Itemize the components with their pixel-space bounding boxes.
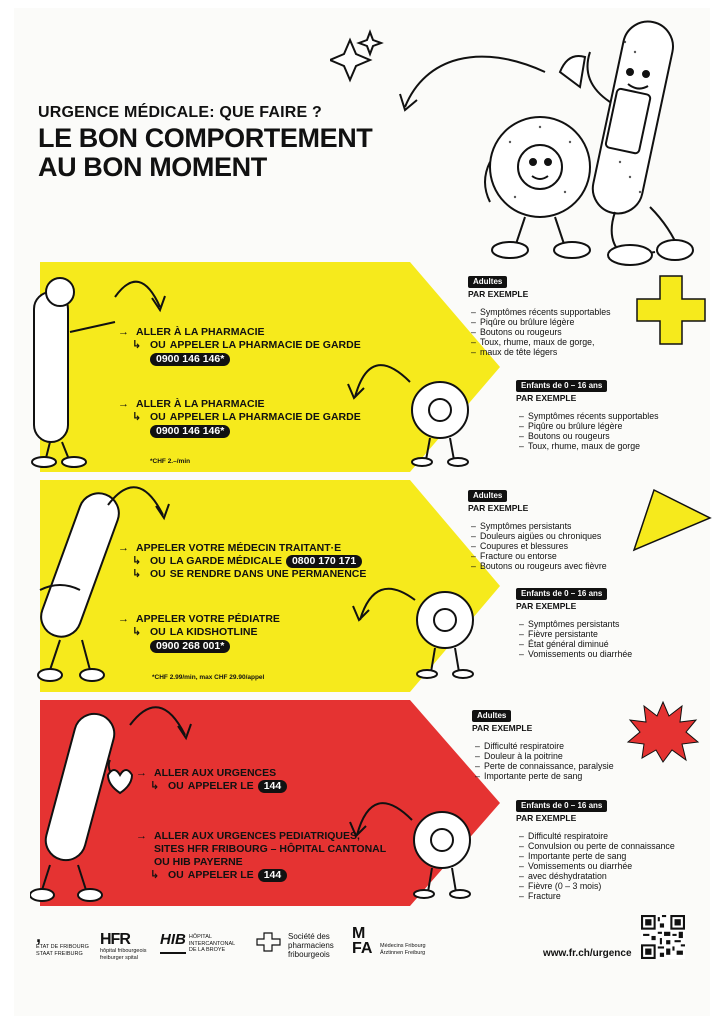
action-pediatre: APPELER VOTRE PÉDIATRE [136, 613, 280, 625]
logo-hfr [100, 932, 146, 961]
action-garde: LA GARDE MÉDICALE [169, 555, 282, 567]
par-exemple: PAR EXEMPLE [516, 601, 577, 611]
adults-symptom-list [468, 521, 607, 571]
section-1-child-actions [118, 398, 361, 438]
phone-pharmacy[interactable]: 0900 146 146* [150, 425, 230, 438]
list-item-cont: – maux de tête légers [480, 347, 611, 357]
list-item-cont: – avec déshydratation [528, 871, 675, 881]
par-exemple: PAR EXEMPLE [468, 289, 529, 299]
arrow-icon: ↳ [150, 780, 160, 792]
arrow-icon: → [136, 830, 147, 842]
logo-text: MFA [352, 925, 373, 957]
logo-text: STAAT FREIBURG [36, 950, 83, 957]
section-2-children-info [516, 588, 632, 659]
triangle-icon [632, 488, 712, 552]
list-item: – Fièvre (0 – 3 mois) [528, 881, 675, 891]
section-3-children-info [516, 800, 675, 901]
action-call: APPELER LE [187, 780, 254, 792]
title-line-2: AU BON MOMENT [38, 152, 267, 182]
list-item: – Vomissements ou diarrhée [528, 861, 675, 871]
action-urgences-ped-sites: SITES HFR FRIBOURG – HÔPITAL CANTONAL [154, 843, 387, 855]
section-2-arrow-shape [30, 480, 500, 692]
list-item: – Fracture ou entorse [480, 551, 607, 561]
list-item: – Boutons ou rougeurs [528, 431, 659, 441]
section-3-adult-actions [136, 767, 287, 793]
list-item: – Douleur à la poitrine [484, 751, 614, 761]
arrow-icon: → [136, 767, 147, 779]
or-label: OU [168, 869, 184, 881]
arrow-icon: → [118, 542, 129, 554]
adults-tag: Adultes [468, 490, 507, 502]
arrow-icon: → [118, 398, 129, 410]
logo-text: DE LA BROYE [188, 947, 226, 953]
list-item: – Symptômes persistants [528, 619, 632, 629]
adults-symptom-list [468, 307, 611, 357]
par-exemple: PAR EXEMPLE [468, 503, 529, 513]
action-urgences-ped: ALLER AUX URGENCES PEDIATRIQUES, [154, 830, 360, 842]
list-item: – Vomissements ou diarrhée [528, 649, 632, 659]
action-urgences-ped-hib: OU HIB PAYERNE [154, 856, 243, 868]
adults-symptom-list [472, 741, 614, 781]
phone-pharmacy[interactable]: 0900 146 146* [150, 353, 230, 366]
children-tag: Enfants de 0 – 16 ans [516, 800, 607, 812]
mascots-illustration [330, 12, 710, 272]
website-link[interactable]: www.fr.ch/urgence [543, 948, 632, 959]
plus-icon [636, 275, 706, 345]
arrow-icon: → [118, 326, 129, 338]
logo-text: pharmaciens [288, 941, 334, 950]
logo-text: Société des [288, 932, 330, 941]
par-exemple: PAR EXEMPLE [472, 723, 533, 733]
logo-medecins-fribourg [352, 926, 426, 956]
list-item: – Symptômes récents supportables [480, 307, 611, 317]
children-symptom-list [516, 619, 632, 659]
page-title [38, 124, 372, 182]
logo-text: ETAT DE FRIBOURG [36, 944, 89, 950]
list-item: – Toux, rhume, maux de gorge [528, 441, 659, 451]
children-symptom-list [516, 831, 675, 901]
section-1-children-info [516, 380, 659, 451]
phone-144[interactable]: 144 [258, 869, 288, 882]
logo-text: fribourgeois [288, 950, 330, 959]
adults-tag: Adultes [472, 710, 511, 722]
arrow-icon: ↳ [132, 339, 142, 351]
page-subtitle: URGENCE MÉDICALE: QUE FAIRE ? [38, 104, 323, 121]
title-line-1: LE BON COMPORTEMENT [38, 123, 373, 153]
list-item: – Symptômes persistants [480, 521, 607, 531]
list-item: – Boutons ou rougeurs avec fièvre [480, 561, 607, 571]
section-2-adult-actions [118, 542, 366, 581]
section-2-note: *CHF 2.99/min, max CHF 29.90/appel [152, 674, 265, 681]
action-kidshotline: LA KIDSHOTLINE [169, 626, 258, 638]
section-1-note: *CHF 2.–/min [150, 458, 191, 465]
list-item: – Piqûre ou brûlure légère [480, 317, 611, 327]
children-tag: Enfants de 0 – 16 ans [516, 588, 607, 600]
action-pharmacy-call: APPELER LA PHARMACIE DE GARDE [169, 339, 361, 351]
section-3-child-actions [136, 830, 386, 882]
list-item: – Toux, rhume, maux de gorge, [480, 337, 611, 347]
children-tag: Enfants de 0 – 16 ans [516, 380, 607, 392]
section-1-adult-actions [118, 326, 361, 366]
phone-144[interactable]: 144 [258, 780, 288, 793]
arrow-icon: ↳ [132, 568, 142, 580]
par-exemple: PAR EXEMPLE [516, 813, 577, 823]
or-label: OU [168, 780, 184, 792]
arrow-icon: ↳ [150, 869, 160, 881]
or-label: OU [150, 339, 166, 351]
section-2-adults-info [468, 490, 607, 571]
logo-text: HFR [100, 931, 130, 948]
list-item: – Boutons ou rougeurs [480, 327, 611, 337]
or-label: OU [150, 626, 166, 638]
list-item: – État général diminué [528, 639, 632, 649]
action-doctor: APPELER VOTRE MÉDECIN TRAITANT·E [136, 542, 342, 554]
action-pharmacy: ALLER À LA PHARMACIE [136, 326, 265, 338]
list-item: – Fièvre persistante [528, 629, 632, 639]
logo-text: HÔPITAL [188, 934, 212, 940]
list-item: – Piqûre ou brûlure légère [528, 421, 659, 431]
section-3-adults-info [472, 710, 614, 781]
action-pharmacy-call: APPELER LA PHARMACIE DE GARDE [169, 411, 361, 423]
list-item: – Douleurs aigües ou chroniques [480, 531, 607, 541]
section-1-panel [30, 262, 500, 472]
logo-text: hôpital fribourgeois [100, 948, 147, 954]
list-item: – Symptômes récents supportables [528, 411, 659, 421]
section-2-panel [30, 480, 500, 692]
logo-text: Ärztinnen Freiburg [380, 949, 426, 956]
pharmacy-cross-icon [256, 932, 282, 952]
arrow-icon: → [118, 613, 129, 625]
list-item: – Perte de connaissance, paralysie [484, 761, 614, 771]
children-symptom-list [516, 411, 659, 451]
logo-text: Médecins Fribourg [380, 943, 426, 949]
or-label: OU [150, 555, 166, 567]
logo-hib [160, 932, 235, 954]
logo-text: freiburger spital [100, 954, 138, 961]
list-item: – Convulsion ou perte de connaissance [528, 841, 675, 851]
starburst-icon [626, 700, 700, 764]
or-label: OU [150, 568, 166, 580]
qr-code-icon[interactable] [641, 915, 685, 959]
logo-text: INTERCANTONAL [188, 940, 236, 947]
action-pharmacy: ALLER À LA PHARMACIE [136, 398, 265, 410]
section-1-adults-info [468, 276, 611, 357]
list-item: – Fracture [528, 891, 675, 901]
adults-tag: Adultes [468, 276, 507, 288]
section-2-child-actions [118, 613, 280, 653]
logo-text: HIB [160, 932, 186, 954]
phone-kidshotline[interactable]: 0900 268 001* [150, 640, 230, 653]
par-exemple: PAR EXEMPLE [516, 393, 577, 403]
phone-garde[interactable]: 0800 170 171 [286, 555, 362, 568]
logo-etat-fribourg [36, 928, 89, 957]
comma-mark-icon: , [36, 926, 42, 946]
action-urgences: ALLER AUX URGENCES [154, 767, 277, 779]
list-item: – Difficulté respiratoire [528, 831, 675, 841]
list-item: – Importante perte de sang [484, 771, 614, 781]
arrow-icon: ↳ [132, 555, 142, 567]
arrow-icon: ↳ [132, 626, 142, 638]
list-item: – Difficulté respiratoire [484, 741, 614, 751]
arrow-icon: ↳ [132, 411, 142, 423]
list-item: – Coupures et blessures [480, 541, 607, 551]
action-call: APPELER LE [187, 869, 254, 881]
list-item: – Importante perte de sang [528, 851, 675, 861]
logo-pharmaciens [256, 932, 334, 959]
action-permanence: SE RENDRE DANS UNE PERMANENCE [169, 568, 367, 580]
section-1-arrow-shape [30, 262, 500, 472]
or-label: OU [150, 411, 166, 423]
